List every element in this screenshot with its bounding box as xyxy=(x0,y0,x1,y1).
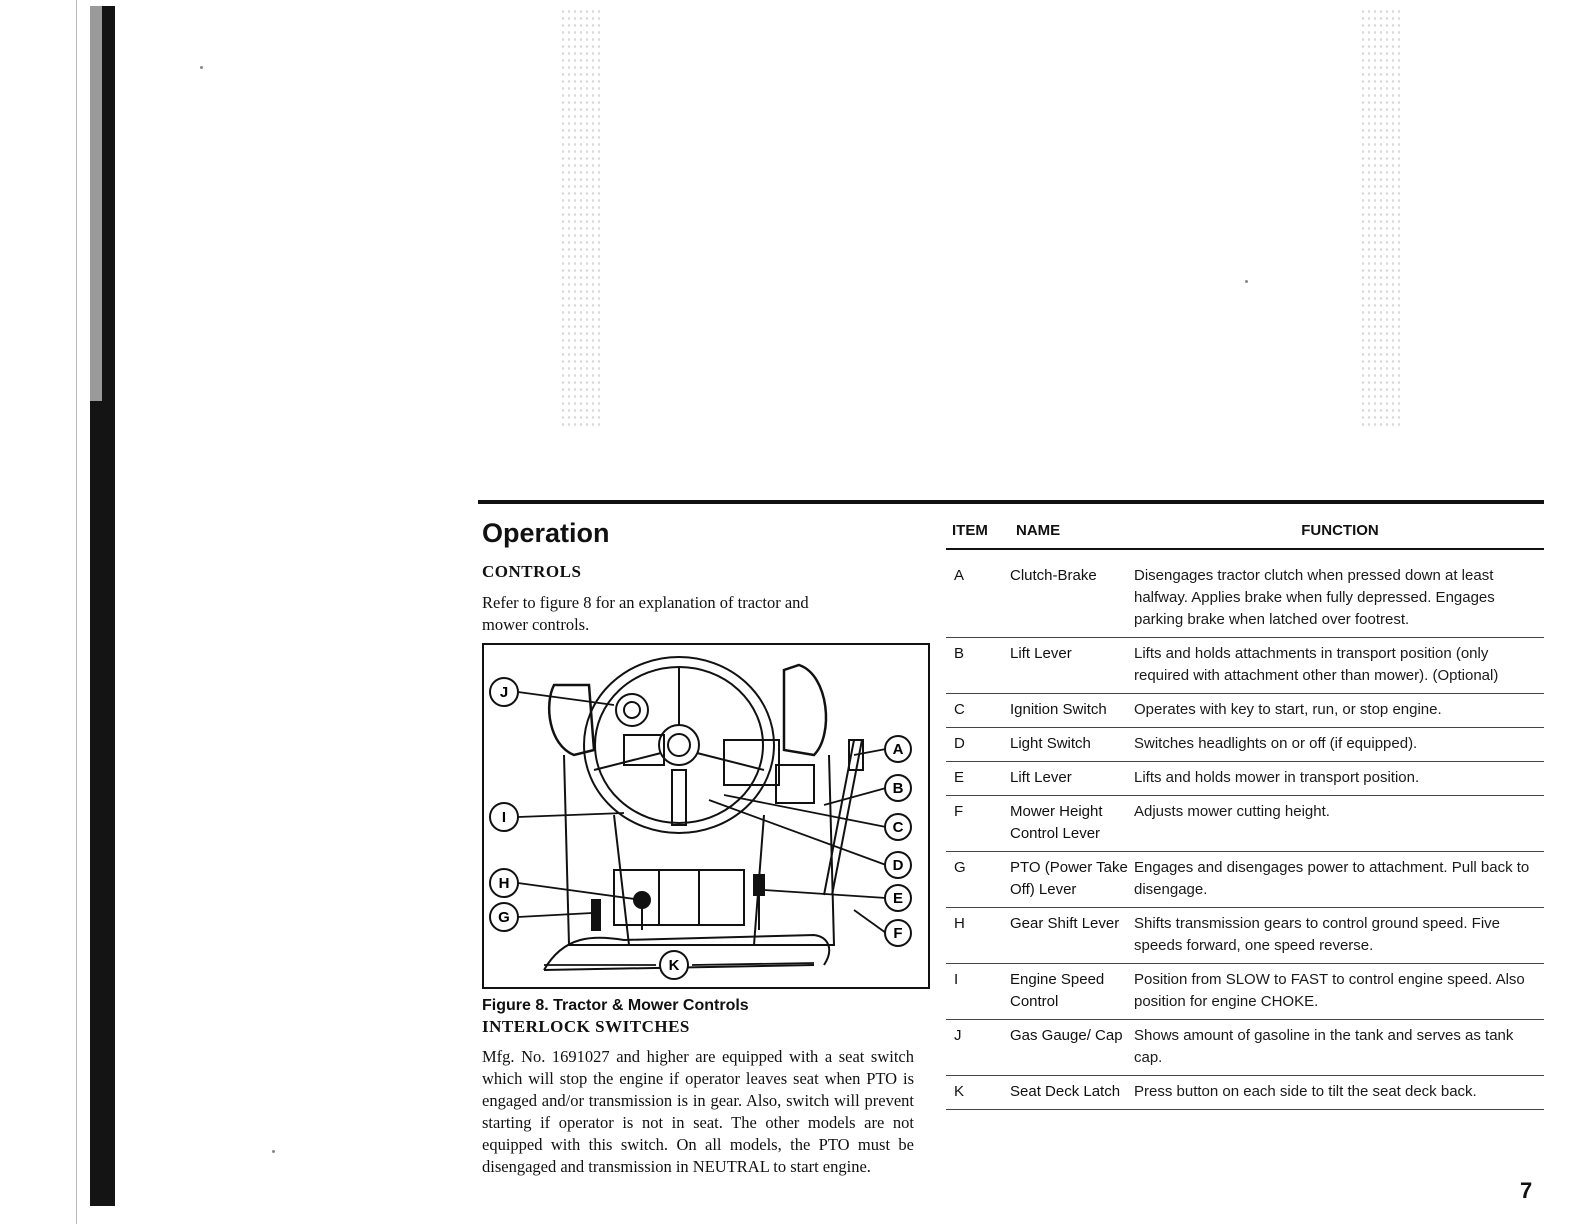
svg-text:D: D xyxy=(892,857,904,874)
row-function: Engages and disengages power to attachment. Pull back to disengage. xyxy=(1134,859,1530,898)
table-row xyxy=(946,762,1544,796)
scan-speck xyxy=(200,66,203,69)
row-name: Mower Height Control Lever xyxy=(1010,803,1103,842)
svg-text:J: J xyxy=(499,684,509,701)
row-name: Gear Shift Lever xyxy=(1010,915,1120,932)
row-item: I xyxy=(954,971,959,988)
table-header xyxy=(946,522,1544,550)
row-item: K xyxy=(954,1083,965,1100)
controls-table xyxy=(946,522,1544,1110)
row-function: Disengages tractor clutch when pressed down at least halfway. Applies brake when fully depressed. Engages parking brake when latched over footrest. xyxy=(1134,567,1495,628)
controls-text: Refer to figure 8 for an explanation of tractor and mower controls. xyxy=(482,593,809,634)
row-item: H xyxy=(954,915,965,932)
callout-j xyxy=(490,678,518,706)
row-item: E xyxy=(954,769,965,786)
callout-a xyxy=(885,736,911,762)
interlock-text: Mfg. No. 1691027 and higher are equipped with a seat switch which will stop the engine if operator leaves seat when PTO is engaged and/or transmission is in gear. Also, switch will prevent starting if operator is not in seat. The other models are not equipped with this switch. On all models, the PTO must be disengaged and transmission in NEUTRAL to start engine. xyxy=(482,1047,914,1176)
tractor-controls-illustration xyxy=(484,645,928,987)
callout-k xyxy=(660,951,688,979)
header-name: NAME xyxy=(1016,522,1061,539)
binding-edge-line xyxy=(76,0,77,1224)
page-number: 7 xyxy=(1520,1178,1533,1203)
row-name: PTO (Power Take Off) Lever xyxy=(1010,859,1128,898)
callout-h xyxy=(490,869,518,897)
row-item: J xyxy=(954,1027,962,1044)
table-row xyxy=(946,728,1544,762)
row-name: Seat Deck Latch xyxy=(1010,1083,1121,1100)
callout-d xyxy=(885,852,911,878)
row-item: A xyxy=(954,567,965,584)
page-title: Operation xyxy=(482,518,610,548)
table-row xyxy=(946,560,1544,638)
figure-tractor-controls xyxy=(482,643,930,989)
row-item: B xyxy=(954,645,965,662)
callout-e xyxy=(885,885,911,911)
svg-text:F: F xyxy=(893,925,903,942)
table-body xyxy=(946,550,1544,1110)
figure-caption: Figure 8. Tractor & Mower Controls xyxy=(482,997,749,1014)
row-name: Ignition Switch xyxy=(1010,701,1107,718)
row-function: Lifts and holds mower in transport position. xyxy=(1134,769,1420,786)
callout-f xyxy=(885,920,911,946)
row-function: Position from SLOW to FAST to control engine speed. Also position for engine CHOKE. xyxy=(1134,971,1525,1010)
row-name: Lift Lever xyxy=(1010,645,1072,662)
table-row xyxy=(946,638,1544,694)
row-name: Light Switch xyxy=(1010,735,1091,752)
svg-text:G: G xyxy=(498,909,510,926)
callout-g xyxy=(490,903,518,931)
row-function: Shows amount of gasoline in the tank and serves as tank cap. xyxy=(1134,1027,1514,1066)
table-row xyxy=(946,694,1544,728)
svg-text:B: B xyxy=(892,780,904,797)
row-name: Clutch-Brake xyxy=(1010,567,1097,584)
header-function: FUNCTION xyxy=(1301,522,1379,539)
svg-text:I: I xyxy=(501,809,507,826)
table-row xyxy=(946,1076,1544,1110)
row-function: Shifts transmission gears to control ground speed. Five speeds forward, one speed reverse. xyxy=(1134,915,1501,954)
controls-heading: CONTROLS xyxy=(482,562,582,581)
table-row xyxy=(946,964,1544,1020)
table-row xyxy=(946,1020,1544,1076)
scan-noise xyxy=(1360,8,1400,428)
callout-c xyxy=(885,814,911,840)
scan-speck xyxy=(272,1150,275,1153)
interlock-heading: INTERLOCK SWITCHES xyxy=(482,1017,690,1036)
callout-b xyxy=(885,775,911,801)
row-function: Adjusts mower cutting height. xyxy=(1134,803,1330,820)
header-rule xyxy=(478,500,1544,504)
row-name: Gas Gauge/ Cap xyxy=(1010,1027,1123,1044)
svg-text:H: H xyxy=(498,875,510,892)
row-function: Operates with key to start, run, or stop engine. xyxy=(1134,701,1442,718)
callout-i xyxy=(490,803,518,831)
row-item: F xyxy=(954,803,964,820)
table-row xyxy=(946,796,1544,852)
table-row xyxy=(946,852,1544,908)
scan-speck xyxy=(1245,280,1248,283)
row-item: G xyxy=(954,859,966,876)
row-function: Switches headlights on or off (if equipped). xyxy=(1134,735,1418,752)
row-item: C xyxy=(954,701,965,718)
row-function: Lifts and holds attachments in transport position (only required with attachment other than mower). (Optional) xyxy=(1134,645,1499,684)
binding-shadow-gray xyxy=(90,6,102,401)
header-item: ITEM xyxy=(952,522,988,539)
row-item: D xyxy=(954,735,965,752)
svg-text:E: E xyxy=(892,890,904,907)
row-name: Lift Lever xyxy=(1010,769,1072,786)
table-row xyxy=(946,908,1544,964)
row-function: Press button on each side to tilt the seat deck back. xyxy=(1134,1083,1477,1100)
svg-text:C: C xyxy=(892,819,904,836)
scan-noise xyxy=(560,8,600,428)
svg-text:A: A xyxy=(892,741,904,758)
svg-text:K: K xyxy=(668,957,680,974)
row-name: Engine Speed Control xyxy=(1010,971,1105,1010)
